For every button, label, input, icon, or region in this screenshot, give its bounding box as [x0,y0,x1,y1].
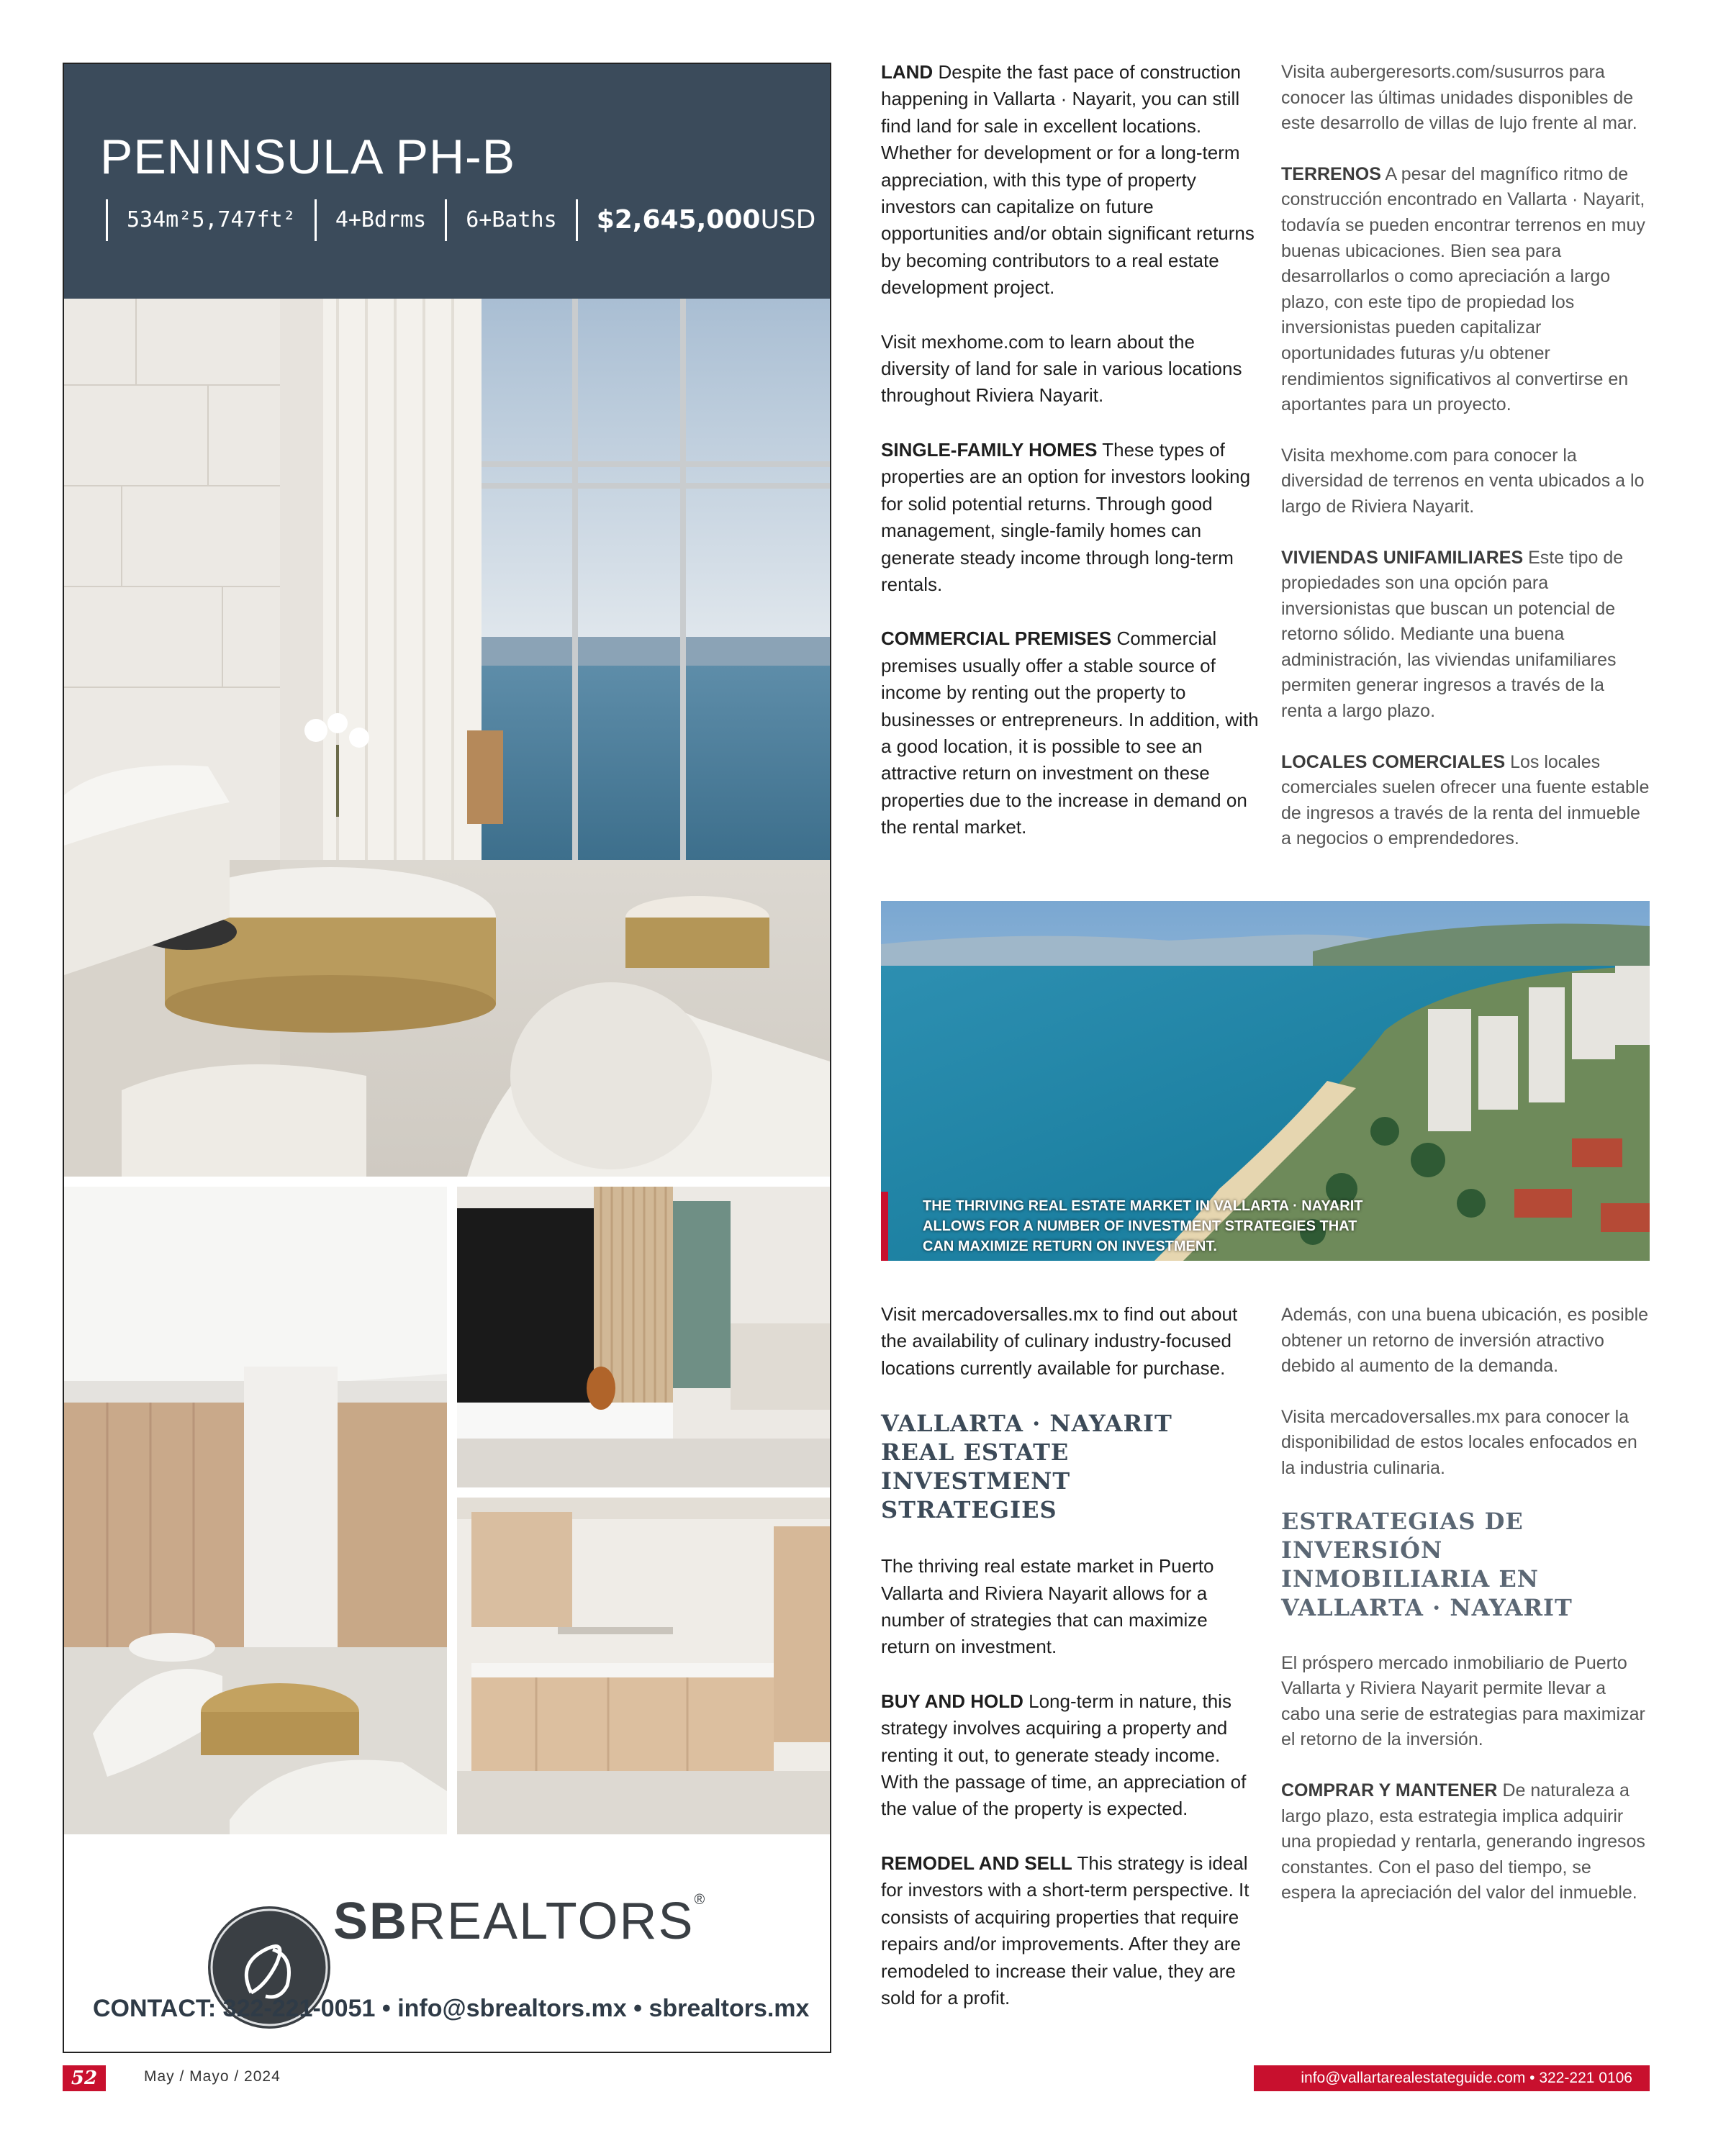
paragraph-text: Visita mexhome.com para conocer la diversidad de terrenos en venta ubicados a lo largo de Riviera Nayarit. [1281,445,1645,517]
paragraph-text: The thriving real estate market in Puerto Vallarta and Riviera Nayarit allows for a number of strategies that can maximize return on investment. [881,1555,1214,1658]
paragraph-lead: LOCALES COMERCIALES [1281,751,1506,772]
sb-realtors-advertisement [63,63,831,2053]
paragraph-text: A pesar del magnífico ritmo de construcción encontrado en Vallarta · Nayarit, todavía se pueden encontrar terrenos en muy buenas ubicaciones. Bien sea para desarrollarlos o como apreciación a largo plazo, con este tipo de propiedad los inversionistas pueden capitalizar oportunidades futuras y/u obtener rendimientos significativos al convertirse en aportantes para un proyecto. [1281,163,1645,415]
listing-title: PENINSULA PH-B [100,130,516,184]
paragraph-text: Este tipo de propiedades son una opción para inversionistas que buscan un potencial de retorno sólido. Mediante una buena administración, las viviendas unifamiliares permiten generar ingresos a través de la renta a largo plazo. [1281,547,1624,722]
article-paragraph [881,625,1259,841]
heading-line: REAL ESTATE INVESTMENT [881,1439,1071,1495]
ubicacion-paragraph: Además, con una buena ubicación, es posible obtener un retorno de inversión atractivo debido al aumento de la demanda. [1281,1305,1649,1377]
area-ft2: 5,747ft² [191,207,296,232]
article-paragraph [881,1688,1259,1823]
paragraph-text: These types of properties are an option for investors looking for solid potential returns. Through good management, single-family homes can generate steady income through long-term rentals. [881,438,1251,595]
area-m2: 534m² [127,207,192,232]
heading-line: VALLARTA · NAYARIT [881,1410,1172,1438]
paragraph-lead: TERRENOS [1281,163,1381,184]
paragraph-lead: LAND [881,61,934,83]
paragraph-lead: REMODEL AND SELL [881,1852,1072,1874]
article-paragraph [881,329,1259,409]
spec-price [576,199,831,241]
mercadoversalles-paragraph: Visit mercadoversalles.mx to find out about the availability of culinary industry-focused locations currently available for purchase. [881,1303,1238,1379]
vallarta-coast-photo [881,901,1650,1261]
paragraph-text: Los locales comerciales suelen ofrecer una fuente estable de ingresos a través de la renta del inmueble a negocios o emprendedores. [1281,751,1650,849]
photo-caption [881,1192,1399,1261]
strategies-paragraphs-en [881,1553,1259,2011]
ad-header [64,64,830,299]
paragraph-text: Long-term in nature, this strategy involves acquiring a property and renting it out, to generate steady income. With the passage of time, an appreciation of the value of the property is expected. [881,1690,1247,1820]
article-paragraph [1281,1778,1650,1906]
strategies-paragraphs-es [1281,1651,1650,1906]
listing-specs [106,199,831,241]
spec-area [106,199,315,241]
strategies-heading-en [881,1409,1259,1524]
english-column-top [881,59,1259,869]
paragraph-lead: COMPRAR Y MANTENER [1281,1780,1498,1801]
wordmark-bold: SB [333,1893,409,1950]
registered-mark: ® [694,1892,707,1908]
heading-line: INMOBILIARIA EN [1281,1564,1539,1593]
english-column-bottom [881,1301,1259,2039]
caption-line-2: ALLOWS FOR A NUMBER OF INVESTMENT STRATEGIES THAT [923,1218,1357,1234]
spec-bedrooms: 4+Bdrms [315,199,445,241]
article-paragraph [881,437,1259,598]
caption-line-1: THE THRIVING REAL ESTATE MARKET IN VALLARTA · NAYARIT [923,1198,1363,1214]
price-amount: $2,645,000 [596,205,761,235]
spanish-column-bottom [1281,1303,1650,1931]
lounge-photo [64,1187,447,1834]
spec-baths: 6+Baths [445,199,575,241]
paragraph-lead: SINGLE-FAMILY HOMES [881,438,1098,461]
paragraph-text: El próspero mercado inmobiliario de Puerto Vallarta y Riviera Nayarit permite llevar a cabo una serie de estrategias para maximizar el retorno de la inversión. [1281,1652,1645,1750]
living-room-photo [64,299,830,1177]
paragraph-lead: VIVIENDAS UNIFAMILIARES [1281,547,1524,568]
heading-line: VALLARTA · NAYARIT [1281,1593,1573,1621]
tv-room-photo [457,1187,830,1487]
article-paragraph [1281,750,1650,852]
footer-contact[interactable]: info@vallartarealestateguide.com • 322-221 0106 [1254,2065,1650,2091]
paragraph-text: Visita aubergeresorts.com/susurros para conocer las últimas unidades disponibles de este desarrollo de villas de lujo frente al mar. [1281,62,1637,134]
paragraph-lead: COMMERCIAL PREMISES [881,628,1112,650]
paragraph-text: Visit mexhome.com to learn about the diversity of land for sale in various locations throughout Riviera Nayarit. [881,330,1242,407]
article-paragraph [1281,443,1650,520]
article-paragraph [1281,1651,1650,1753]
paragraph-text: Despite the fast pace of construction happening in Vallarta · Nayarit, you can still find land for sale in excellent locations. Whether for development or for a long-term appreciation, with this type of property investors can capitalize on future opportunities and/or obtain significant returns by becoming contributors to a real estate development project. [881,61,1255,299]
article-paragraph [1281,162,1650,418]
strategies-heading-es [1281,1507,1650,1622]
article-paragraph [1281,545,1650,725]
article-paragraph [881,1850,1259,2011]
mercadoversalles-paragraph-es: Visita mercadoversalles.mx para conocer la disponibilidad de estos locales enfocados en la industria culinaria. [1281,1406,1637,1478]
wordmark-light: REALTORS [408,1893,695,1950]
article-paragraph [1281,60,1650,137]
paragraph-text: Commercial premises usually offer a stable source of income by renting out the property to businesses or entrepreneurs. In addition, with a good location, it is possible to see an attractive return on investment on these properties due to the increase in demand on the rental market. [881,628,1259,838]
issue-date: May / Mayo / 2024 [144,2068,281,2085]
ad-contact-line[interactable]: CONTACT: 322-221-0051 • info@sbrealtors.mx • sbrealtors.mx [93,1995,810,2022]
caption-line-3: CAN MAXIMIZE RETURN ON INVESTMENT. [923,1238,1217,1254]
page-number: 52 [63,2065,106,2091]
paragraph-text: De naturaleza a largo plazo, esta estrategia implica adquirir una propiedad y rentarla, generando ingresos constantes. Con el paso del tiempo, se espera la apreciación del valor del inmueble. [1281,1780,1645,1903]
article-paragraph [881,1553,1259,1661]
heading-line: STRATEGIES [881,1496,1057,1524]
heading-line: ESTRATEGIAS DE INVERSIÓN [1281,1507,1524,1564]
sb-realtors-wordmark [333,1892,706,1951]
article-paragraph [881,59,1259,302]
spanish-column-top [1281,60,1650,877]
kitchen-photo [457,1498,830,1834]
paragraph-text: This strategy is ideal for investors with a short-term perspective. It consists of acquiring properties that require repairs and/or improvements. After they are remodeled to increase their value, they are sold for a profit. [881,1852,1249,2008]
paragraph-lead: BUY AND HOLD [881,1690,1023,1712]
price-currency: USD [760,205,816,235]
